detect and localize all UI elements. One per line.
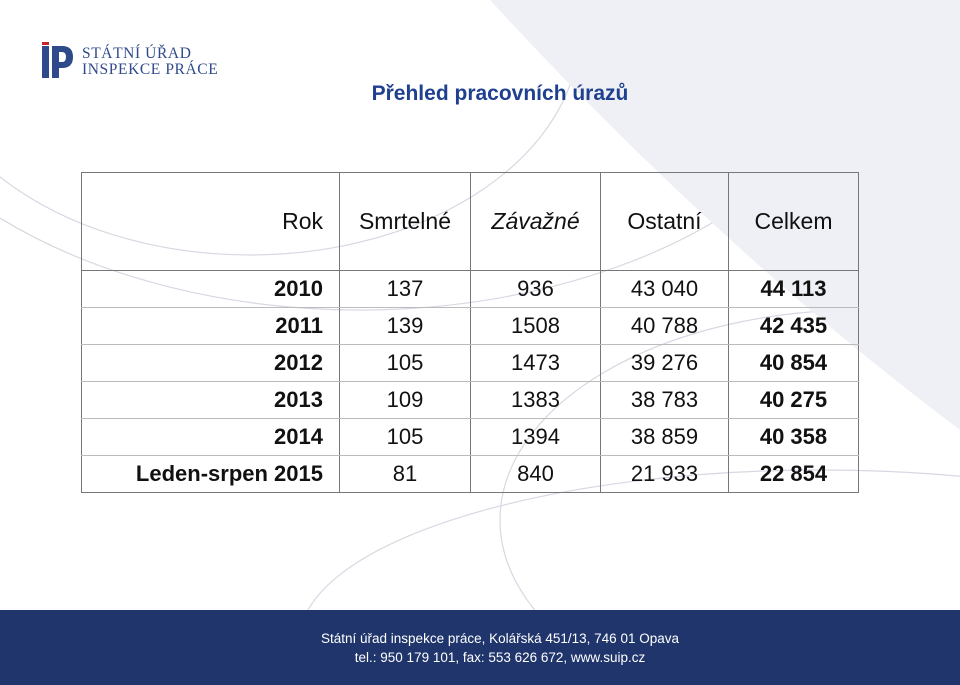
cell-ostatni: 21 933 — [601, 456, 729, 493]
cell-zavazne: 936 — [471, 271, 601, 308]
cell-year: 2013 — [82, 382, 340, 419]
logo-line-1: STÁTNÍ ÚŘAD — [82, 45, 192, 62]
logo-text — [82, 46, 218, 78]
cell-zavazne: 1508 — [471, 308, 601, 345]
cell-zavazne: 840 — [471, 456, 601, 493]
cell-zavazne: 1473 — [471, 345, 601, 382]
cell-smrtelne: 81 — [340, 456, 471, 493]
page-title: Přehled pracovních úrazů — [371, 82, 629, 105]
cell-smrtelne: 137 — [340, 271, 471, 308]
footer-address: Státní úřad inspekce práce, Kolářská 451/13, 746 01 Opava — [321, 631, 679, 646]
table-row — [82, 382, 859, 419]
cell-celkem: 44 113 — [729, 271, 859, 308]
cell-ostatni: 39 276 — [601, 345, 729, 382]
footer-contacts: tel.: 950 179 101, fax: 553 626 672, www.suip.cz — [354, 650, 646, 665]
cell-celkem: 40 275 — [729, 382, 859, 419]
cell-celkem: 22 854 — [729, 456, 859, 493]
cell-zavazne: 1394 — [471, 419, 601, 456]
cell-year: Leden-srpen 2015 — [82, 456, 340, 493]
cell-ostatni: 43 040 — [601, 271, 729, 308]
logo-line-2: INSPEKCE PRÁCE — [82, 61, 219, 78]
table-row — [82, 308, 859, 345]
cell-ostatni: 38 783 — [601, 382, 729, 419]
cell-celkem: 40 854 — [729, 345, 859, 382]
cell-ostatni: 40 788 — [601, 308, 729, 345]
cell-smrtelne: 105 — [340, 419, 471, 456]
cell-year: 2012 — [82, 345, 340, 382]
cell-zavazne: 1383 — [471, 382, 601, 419]
table-row — [82, 419, 859, 456]
table-row — [82, 271, 859, 308]
table-row — [82, 456, 859, 493]
cell-year: 2014 — [82, 419, 340, 456]
footer-bar — [0, 610, 960, 685]
injury-table — [81, 172, 859, 493]
cell-smrtelne: 105 — [340, 345, 471, 382]
cell-year: 2011 — [82, 308, 340, 345]
table-header-row — [82, 173, 859, 271]
suip-logo — [40, 42, 220, 86]
col-header-ostatni: Ostatní — [601, 173, 729, 271]
table-row — [82, 345, 859, 382]
cell-smrtelne: 139 — [340, 308, 471, 345]
cell-celkem: 42 435 — [729, 308, 859, 345]
col-header-rok: Rok — [82, 173, 340, 271]
col-header-zavazne: Závažné — [471, 173, 601, 271]
suip-logo-icon — [40, 42, 76, 82]
col-header-smrtelne: Smrtelné — [340, 173, 471, 271]
cell-year: 2010 — [82, 271, 340, 308]
col-header-celkem: Celkem — [729, 173, 859, 271]
cell-celkem: 40 358 — [729, 419, 859, 456]
cell-smrtelne: 109 — [340, 382, 471, 419]
cell-ostatni: 38 859 — [601, 419, 729, 456]
